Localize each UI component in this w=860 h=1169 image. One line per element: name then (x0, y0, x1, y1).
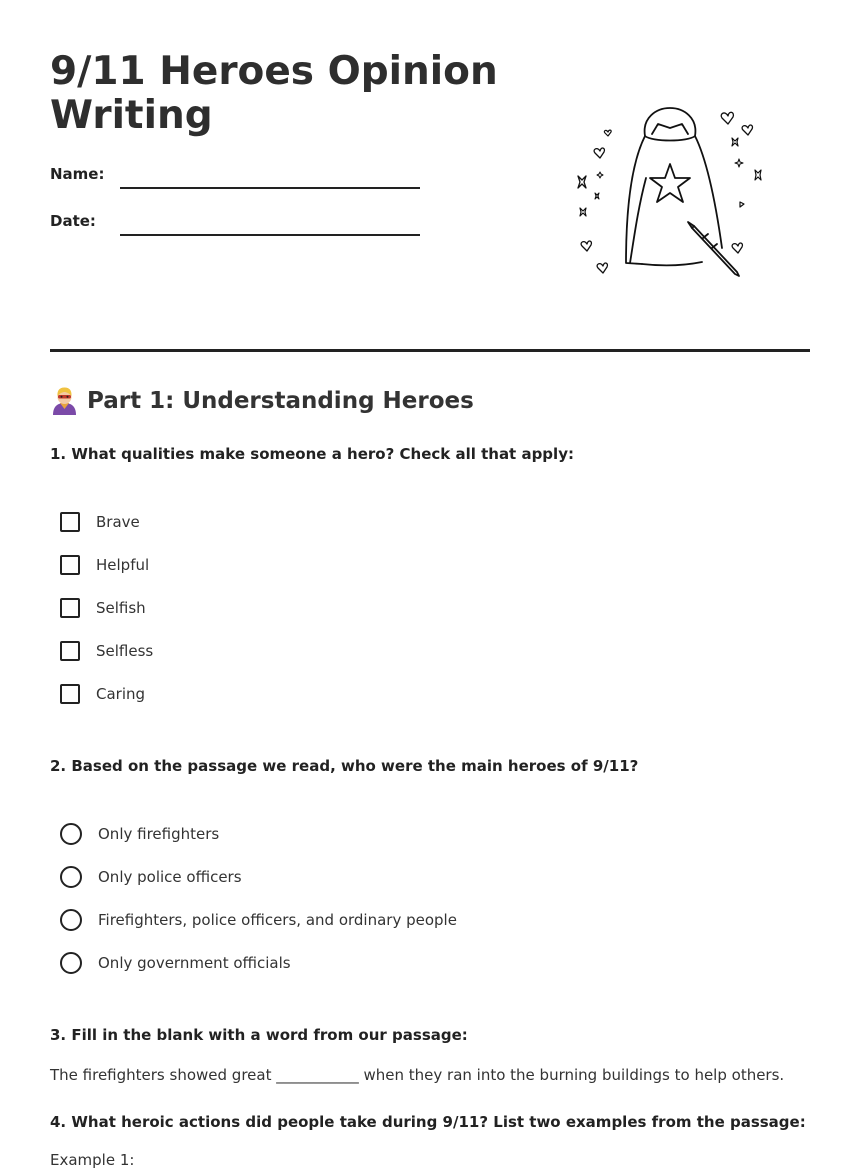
checkbox-option[interactable] (60, 555, 149, 575)
checkbox[interactable] (60, 512, 80, 532)
radio-option[interactable] (60, 909, 457, 931)
radio-button[interactable] (60, 952, 82, 974)
question-3: 3. Fill in the blank with a word from our passage: (50, 1026, 468, 1044)
checkbox-label: Selfless (96, 642, 154, 660)
checkbox-label: Helpful (96, 556, 150, 574)
radio-label: Only police officers (98, 868, 242, 886)
checkbox-option[interactable] (60, 684, 145, 704)
checkbox[interactable] (60, 598, 80, 618)
checkbox[interactable] (60, 684, 80, 704)
fill-in-blank-sentence: The firefighters showed great ___________ when they ran into the burning buildings to help others. (50, 1066, 785, 1084)
checkbox-label: Caring (96, 685, 146, 703)
part1-heading (50, 386, 474, 415)
name-label: Name: (50, 165, 105, 183)
section-divider (50, 349, 810, 352)
example-1-label: Example 1: (50, 1151, 135, 1169)
radio-option[interactable] (60, 866, 242, 888)
question-2: 2. Based on the passage we read, who were the main heroes of 9/11? (50, 757, 639, 775)
checkbox[interactable] (60, 555, 80, 575)
radio-label: Firefighters, police officers, and ordinary people (98, 911, 457, 929)
checkbox-option[interactable] (60, 598, 146, 618)
radio-label: Only government officials (98, 954, 291, 972)
radio-button[interactable] (60, 823, 82, 845)
superhero-emoji (50, 386, 79, 415)
radio-button[interactable] (60, 866, 82, 888)
checkbox-option[interactable] (60, 512, 140, 532)
page-title: 9/11 Heroes Opinion Writing (50, 49, 498, 138)
date-label: Date: (50, 212, 96, 230)
checkbox-label: Selfish (96, 599, 146, 617)
radio-label: Only firefighters (98, 825, 220, 843)
checkbox-option[interactable] (60, 641, 153, 661)
question-4: 4. What heroic actions did people take during 9/11? List two examples from the passage: (50, 1113, 806, 1131)
checkbox[interactable] (60, 641, 80, 661)
radio-option[interactable] (60, 952, 291, 974)
question-1: 1. What qualities make someone a hero? Check all that apply: (50, 445, 574, 463)
name-field[interactable] (120, 187, 420, 189)
radio-button[interactable] (60, 909, 82, 931)
part1-heading-text: Part 1: Understanding Heroes (87, 387, 474, 414)
hero-cape-icon (560, 98, 775, 283)
checkbox-label: Brave (96, 513, 140, 531)
radio-option[interactable] (60, 823, 219, 845)
date-field[interactable] (120, 234, 420, 236)
